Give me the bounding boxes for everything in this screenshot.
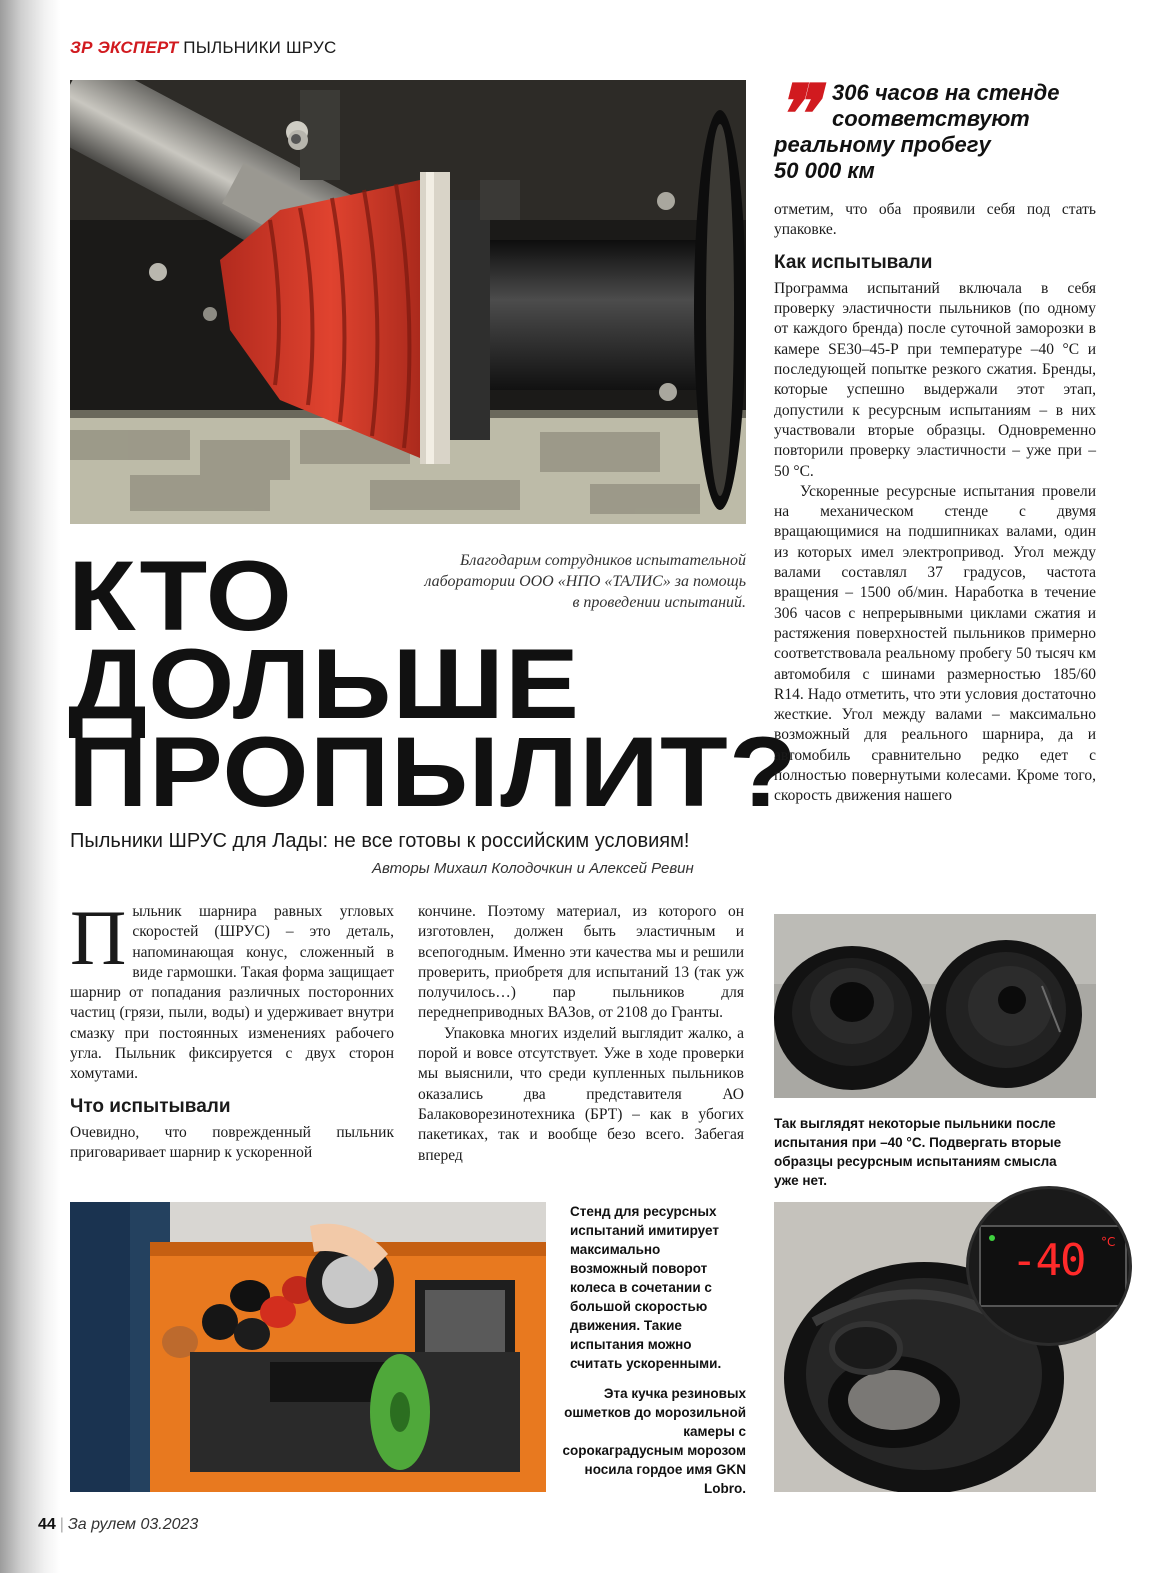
caption-test-stand: Стенд для ресурсных испытаний имитирует максимально возможный поворот колеса в сочетании с большой скоростью движения. Такие испытания можно считать ускоренными. (570, 1204, 722, 1371)
photo-credit-line: Благодарим сотрудников испытательной (459, 552, 746, 569)
rubric-brand: ЗР ЭКСПЕРТ (70, 38, 179, 57)
article-headline (68, 540, 798, 827)
body-column-2 (418, 902, 744, 1166)
quote-line: реальному пробегу (774, 132, 991, 157)
page-footer (38, 1516, 198, 1534)
article-subtitle: Пыльники ШРУС для Лады: не все готовы к российским условиям! (70, 830, 690, 852)
body-paragraph: Упаковка многих изделий выглядит жалко, а порой и вовсе отсутствует. Уже в ходе проверки мы выяснили, что среди купленных пыльников оказались два представителя АО Балаковорезинотехника (БРТ) – как в убогих пакетиках, так и вообще безо всего. Забегая вперед (418, 1024, 744, 1164)
freezer-display-inset (966, 1186, 1132, 1346)
body-paragraph: Ускоренные ресурсные испытания провели на механическом стенде с двумя вращающимися на подшипниках валами, один из которых имел электропривод. Угол между валами составлял 37 градусов, частота вращения – 1500 об/мин. Наработка в течение 306 часов с непрерывными циклами сжатия и растяжения поверхностей пыльников примерно соответствовала реальному пробегу 50 тысяч км автомобиля с шинами размерностью 185/60 R14. Надо отметить, что эти условия достаточно жесткие. Угол между валами – максимально возможный для реального шарнира, да и автомобиль сравнительно редко едет с полностью повернутыми колесами. Кроме того, скорость движения нашего (774, 482, 1096, 805)
photo-credit-line: лаборатории ООО «НПО «ТАЛИС» за помощь (424, 573, 746, 590)
page-gutter-shadow (0, 0, 60, 1573)
quote-line: соответствуют (832, 106, 1030, 131)
quote-line: 50 000 км (774, 158, 875, 183)
body-paragraph: ыльник шарнира равных угловых скоростей (ШРУС) – это деталь, напоминающая конус, сложенный в виде гармошки. Такая форма защищает шарнир от попадания различных посторонних частиц (грязи, пыли, воды) и удерживает внутри смазку при постоянных изменениях рабочего угла. Пыльник фиксируется с двух сторон хомутами. (70, 903, 394, 1083)
photo-frozen-boots (774, 914, 1096, 1098)
article-authors: Авторы Михаил Колодочкин и Алексей Ревин (372, 860, 694, 877)
freezer-temperature-readout: -40 (1011, 1235, 1085, 1286)
body-column-3 (774, 200, 1096, 807)
display-indicator-icon (989, 1235, 995, 1241)
body-paragraph: Программа испытаний включала в себя проверку эластичности пыльников (по одному от каждого бренда) после суточной заморозки в камере SE30–45-Р при температуре –40 °С и последующей попытке резкого сжатия. Бренды, которые успешно выдержали этот этап, допустили к ресурсным испытаниям – в них участвовали вторые образцы. Одновременно повторили проверку эластичности – уже при –50 °С. (774, 279, 1096, 480)
rubric (70, 38, 336, 58)
footer-separator: | (59, 1516, 64, 1533)
photo-test-stand (70, 1202, 546, 1492)
page-number: 44 (38, 1516, 56, 1533)
headline-line: ПРОПЫЛИТ? (68, 716, 798, 827)
headline-line: КТО (68, 540, 294, 651)
body-column-1 (70, 894, 394, 1164)
display-panel (979, 1225, 1127, 1307)
section-heading-how-tested: Как испытывали (774, 251, 933, 273)
body-paragraph: кончине. Поэтому материал, из которого он изготовлен, должен быть эластичным и всепогодным. Именно эти качества мы и решили проверить, приобретя для испытаний 13 (так уж получилось…) пар пыльников для переднеприводных ВАЗов, от 2108 до Гранты. (418, 903, 744, 1022)
quote-line: 306 часов на стенде (832, 80, 1060, 105)
rubric-topic: ПЫЛЬНИКИ ШРУС (183, 38, 337, 57)
body-paragraph: отметим, что оба проявили себя под стать упаковке. (774, 201, 1096, 239)
caption-gkn-pile: Эта кучка резиновых ошметков до морозильной камеры с сорокаградусным морозом носила гордое имя GKN Lobro. (562, 1386, 746, 1496)
quote-mark-icon: ❞ (774, 70, 818, 159)
pull-quote (774, 70, 1114, 184)
body-paragraph: Очевидно, что поврежденный пыльник приговаривает шарнир к ускоренной (70, 1123, 394, 1162)
drop-cap: П (70, 894, 127, 981)
magazine-issue: За рулем 03.2023 (67, 1516, 199, 1533)
headline-line: ДОЛЬШЕ (68, 628, 581, 739)
photo-credit-line: в проведении испытаний. (572, 594, 746, 611)
caption-frozen-boots: Так выглядят некоторые пыльники после испытания при –40 °С. Подвергать вторые образцы ресурсным испытаниям смысла уже нет. (774, 1116, 1062, 1188)
celsius-icon: °C (1101, 1235, 1116, 1249)
main-photo-cv-boot (70, 80, 746, 524)
section-heading-what-tested: Что испытывали (70, 1095, 231, 1117)
